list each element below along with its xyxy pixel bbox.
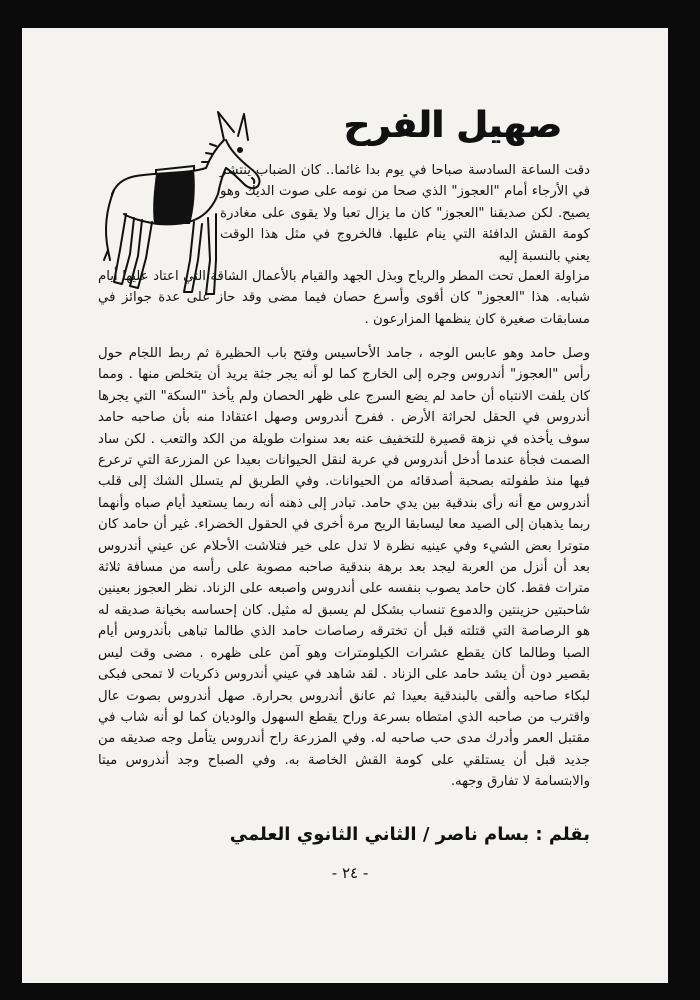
paragraph-intro: دقت الساعة السادسة صباحا في يوم بدا غائما.. كان الضباب ينتشر في الأرجاء أمام "العجوز" الذي صحا من نومه على صوت الديك وهو يصيح. لكن صديقنا "العجوز" كان ما يزال تعبا ولا يقوى على مغادرة كومة القش الدافئة التي ينام عليها. فالخروج في مثل هذا الوقت يعني بالنسبة إليه	[220, 163, 590, 264]
paragraph-background: مزاولة العمل تحت المطر والرياح وبذل الجهد والقيام بالأعمال الشاقة التي اعتاد عليها أيام شبابه. هذا "العجوز" كان أقوى وأسرع حصان فيما مضى وقد حاز على عدة جوائز في مسابقات صغيرة كان ينظمها المزارعون .	[98, 269, 590, 327]
paragraph-story: وصل حامد وهو عابس الوجه ، جامد الأحاسيس وفتح باب الحظيرة ثم ربط اللجام حول رأس "العجوز" أندروس وجره إلى الخارج كما لو أنه يجر جثة يريد أن يتخلص منها . ومما كان يلفت الانتباه أن حامد لم يضع السرج على ظهر الحصان ولم يأخذ "السكة" التي يجرها أندروس في الحقل لحراثة الأرض . ففرح أندروس وصهل اعتقادا منه بأن صاحبه حامد سوف يأخذه في نزهة قصيرة للتخفيف عنه بعد سنوات طويلة من الكد والتعب . لكن ساد الصمت فجأة عندما أدخل أندروس في عربة لنقل الحيوانات بعيدا عن المزرعة التي ترعرع فيها منذ طفولته بصحبة أصدقائه من الحيوانات. وفي الطريق لم يتسلل الشك إلى قلب أندروس مع أنه رأى بندقية بين يدي حامد. تبادر إلى ذهنه أنه ربما يستعيد أيام صباه وأنهما ربما يذهبان إلى الصيد معا ليسابقا الريح مرة أخرى في الحقول الخضراء. غير أن حامد كان متوترا بعض الشيء وفي عينيه نظرة لا تدل على خير فتلاشت الأحلام عن عيني أندروس بعد أن أنزل من العربة ليجد بعد برهة بندقية صاحبه مصوبة على رأسه من مسافة ثلاثة مترات فقط. كان حامد يصوب بنفسه على أندروس واصبعه على الزناد. نظر العجوز بعينين شاحبتين حزينتين والدموع تنساب بشكل لم يسبق له مثيل. كان إحساسه بخيانة صديقه له هو الرصاصة التي قتلته قبل أن تخترقه رصاصات حامد الذي طالما تباهى بأندروس أيام الصبا وطالما كان يقطع عشرات الكيلومترات وهو آمن على ظهره . مضى وقت ليس بقصير دون أن يشد حامد على الزناد . لقد شاهد في عيني أندروس ذكريات لا تمحى فبكى لبكاء صاحبه وألقى بالبندقية بعيدا ثم عانق أندروس بحرارة. صهل أندروس بصوت عال واقترب من صاحبه الذي امتطاه بسرعة وراح يقطع السهول والوديان كما لو أنه شاب في مقتبل العمر وأدرك مدى حب صاحبه له. وفي المزرعة راح أندروس يتأمل وجه صديقه من جديد قبل أن يستلقي على كومة القش الخاصة به. وفي الصباح وجد أندروس ميتا والابتسامة لا تفارق وجهه.	[98, 346, 590, 790]
story-title: صهيل الفرح	[343, 105, 562, 146]
author-credit: بقلم : بسام ناصر / الثاني الثانوي العلمي	[229, 824, 590, 845]
page-number: - ٢٤ -	[331, 864, 369, 882]
